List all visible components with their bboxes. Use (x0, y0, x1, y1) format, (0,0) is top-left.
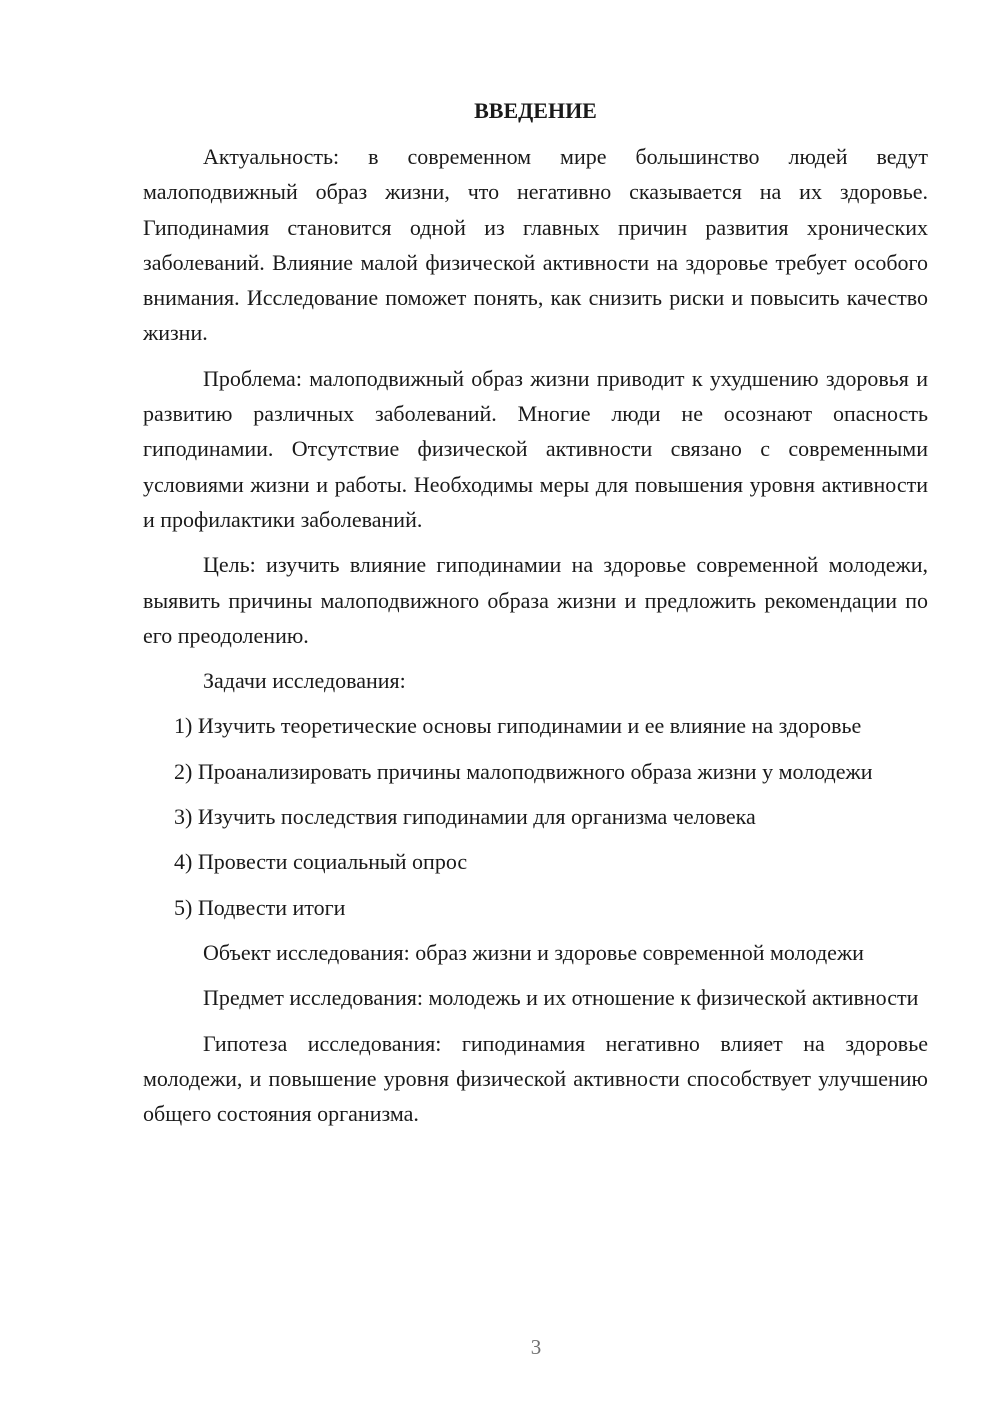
task-item-1: 1) Изучить теоретические основы гиподинамии и ее влияние на здоровье (174, 713, 862, 739)
paragraph-hypothesis: Гипотеза исследования: гиподинамия негативно влияет на здоровье молодежи, и повышение уровня физической активности способствует улучшению общего состояния организма. (143, 1030, 928, 1127)
task-item-4: 4) Провести социальный опрос (174, 849, 468, 875)
paragraph-relevance: Актуальность: в современном мире большинство людей ведут малоподвижный образ жизни, что негативно сказывается на их здоровье. Гиподинамия становится одной из главных причин развития хронических заболеваний. Влияние малой физической активности на здоровье требует особого внимания. Исследование поможет понять, как снизить риски и повысить качество жизни. (143, 144, 928, 346)
task-item-2: 2) Проанализировать причины малоподвижного образа жизни у молодежи (174, 758, 873, 784)
task-item-3: 3) Изучить последствия гиподинамии для организма человека (174, 804, 756, 830)
page-title: ВВЕДЕНИЕ (474, 98, 597, 123)
task-item-5: 5) Подвести итоги (174, 894, 346, 920)
paragraph-subject: Предмет исследования: молодежь и их отношение к физической активности (203, 985, 919, 1011)
tasks-heading: Задачи исследования: (203, 668, 406, 694)
paragraph-goal: Цель: изучить влияние гиподинамии на здоровье современной молодежи, выявить причины малоподвижного образа жизни и предложить рекомендации по его преодолению. (143, 552, 928, 648)
page-content (143, 94, 928, 1131)
paragraph-object: Объект исследования: образ жизни и здоровье современной молодежи (203, 939, 864, 965)
page-number: 3 (530, 1335, 542, 1359)
paragraph-problem: Проблема: малоподвижный образ жизни приводит к ухудшению здоровья и развитию различных заболеваний. Многие люди не осознают опасность гиподинамии. Отсутствие физической активности связано с современными условиями жизни и работы. Необходимы меры для повышения уровня активности и профилактики заболеваний. (143, 365, 928, 532)
